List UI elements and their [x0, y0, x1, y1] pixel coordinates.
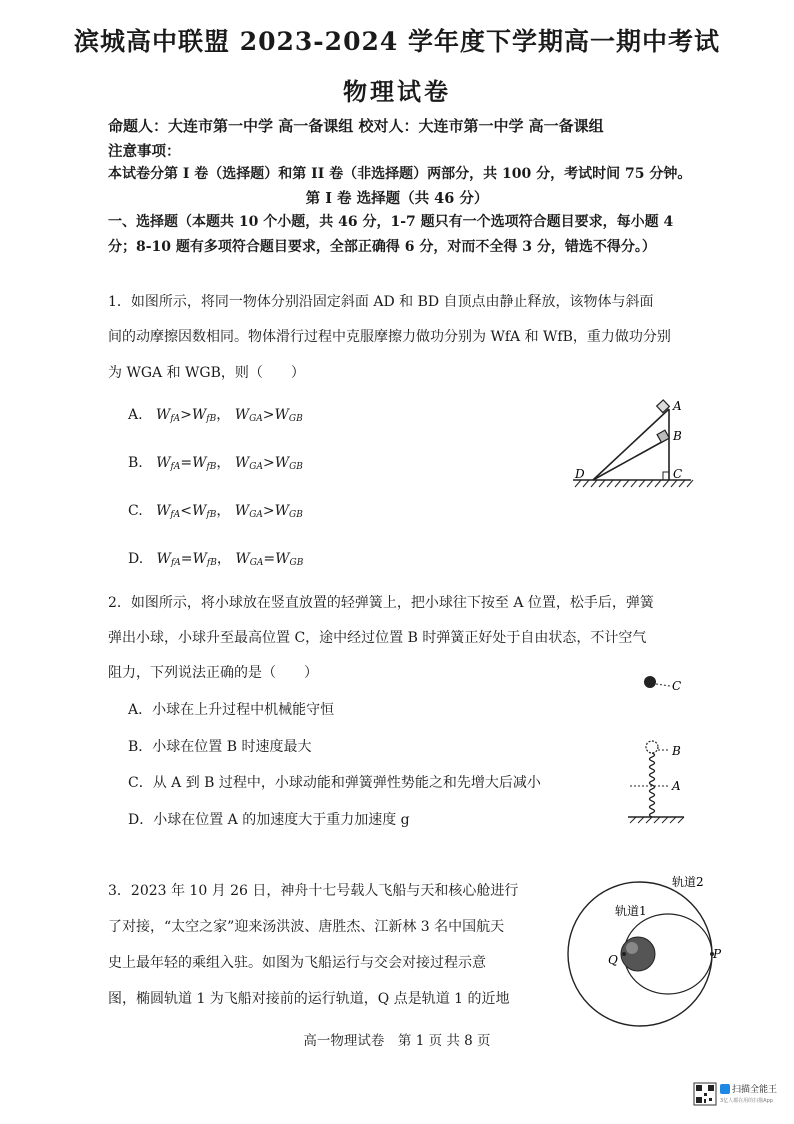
q2-option-b[interactable]: B．小球在位置 B 时速度最大 — [128, 739, 312, 755]
cs-logo-icon — [720, 1084, 730, 1094]
orbit-figure — [560, 868, 720, 1033]
option-letter: C. — [128, 503, 143, 519]
q3-line4: 图，椭圆轨道 1 为飞船对接前的运行轨道，Q 点是轨道 1 的近地 — [108, 991, 510, 1007]
label-orbit2: 轨道2 — [672, 875, 704, 889]
q3-line3: 史上最年轻的乘组入驻。如图为飞船运行与交会对接过程示意 — [108, 955, 486, 971]
q1-option-a[interactable]: A. $W_{fA}>W_{fB}$， $W_{GA}>W_{GB}$ — [128, 407, 303, 424]
option-letter: A. — [128, 407, 143, 423]
q3-line1: 3．2023 年 10 月 26 日，神舟十七号载人飞船与天和核心舱进行 — [108, 883, 519, 899]
q2-line3: 阻力，下列说法正确的是（ ） — [108, 665, 318, 681]
q2-option-c[interactable]: C．从 A 到 B 过程中，小球动能和弹簧弹性势能之和先增大后减小 — [128, 775, 541, 791]
label-a: A — [672, 779, 681, 793]
label-d: D — [575, 467, 585, 481]
q2-option-d[interactable]: D．小球在位置 A 的加速度大于重力加速度 g — [128, 812, 410, 828]
q2-line1: 2．如图所示，将小球放在竖直放置的轻弹簧上，把小球往下按至 A 位置，松手后，弹簧 — [108, 595, 654, 611]
authors-line: 命题人：大连市第一中学 高一备课组 校对人：大连市第一中学 高一备课组 — [108, 117, 604, 135]
page-footer: 高一物理试卷 第 1 页 共 8 页 — [303, 1033, 491, 1049]
q1-option-b[interactable]: B. $W_{fA}=W_{fB}$， $W_{GA}>W_{GB}$ — [128, 455, 303, 472]
label-q: Q — [608, 953, 618, 967]
notice-text: 本试卷分第 I 卷（选择题）和第 II 卷（非选择题）两部分，共 100 分，考试时间 75 分钟。 — [108, 166, 692, 182]
q3-line2: 了对接，“太空之家”迎来汤洪波、唐胜杰、江新林 3 名中国航天 — [108, 919, 505, 935]
q1-option-c[interactable]: C. $W_{fA}<W_{fB}$， $W_{GA}>W_{GB}$ — [128, 503, 303, 520]
watermark-brand: 扫描全能王 — [732, 1085, 778, 1095]
scanner-watermark — [694, 1079, 790, 1109]
q2-option-a[interactable]: A．小球在上升过程中机械能守恒 — [128, 702, 335, 718]
label-c: C — [672, 679, 682, 693]
q1-line1: 1．如图所示，将同一物体分别沿固定斜面 AD 和 BD 自顶点由静止释放，该物体与斜面 — [108, 294, 654, 310]
label-c: C — [673, 467, 683, 481]
part1-title: 第 I 卷 选择题（共 46 分） — [305, 190, 489, 207]
option-letter: D. — [128, 551, 144, 567]
label-b: B — [673, 429, 682, 443]
watermark-tagline: 3亿人都在用的扫描App — [720, 1098, 773, 1104]
qr-code-icon — [694, 1083, 716, 1105]
exam-title: 滨城高中联盟 2023-2024 学年度下学期高一期中考试 — [74, 27, 720, 56]
spring-figure — [622, 672, 692, 832]
option-letter: B. — [128, 455, 143, 471]
exam-subtitle: 物理试卷 — [343, 77, 451, 106]
q1-line2: 间的动摩擦因数相同。物体滑行过程中克服摩擦力做功分别为 WfA 和 WfB，重力做功分别 — [108, 329, 671, 345]
q2-line2: 弹出小球，小球升至最高位置 C，途中经过位置 B 时弹簧正好处于自由状态，不计空气 — [108, 630, 647, 646]
label-b: B — [672, 744, 681, 758]
notice-title: 注意事项： — [108, 143, 181, 160]
section1-line1: 一、选择题（本题共 10 个小题，共 46 分，1-7 题只有一个选项符合题目要求，每小题 4 — [108, 214, 674, 230]
label-a: A — [673, 399, 682, 413]
label-orbit1: 轨道1 — [615, 904, 647, 918]
q1-option-d[interactable]: D. $W_{fA}=W_{fB}$， $W_{GA}=W_{GB}$ — [128, 551, 304, 568]
label-p: P — [713, 947, 722, 961]
section1-line2: 分；8-10 题有多项符合题目要求，全部正确得 6 分，对而不全得 3 分，错选不得分。） — [108, 239, 656, 255]
q1-line3: 为 WGA 和 WGB，则（ ） — [108, 365, 305, 381]
incline-figure — [565, 392, 695, 494]
